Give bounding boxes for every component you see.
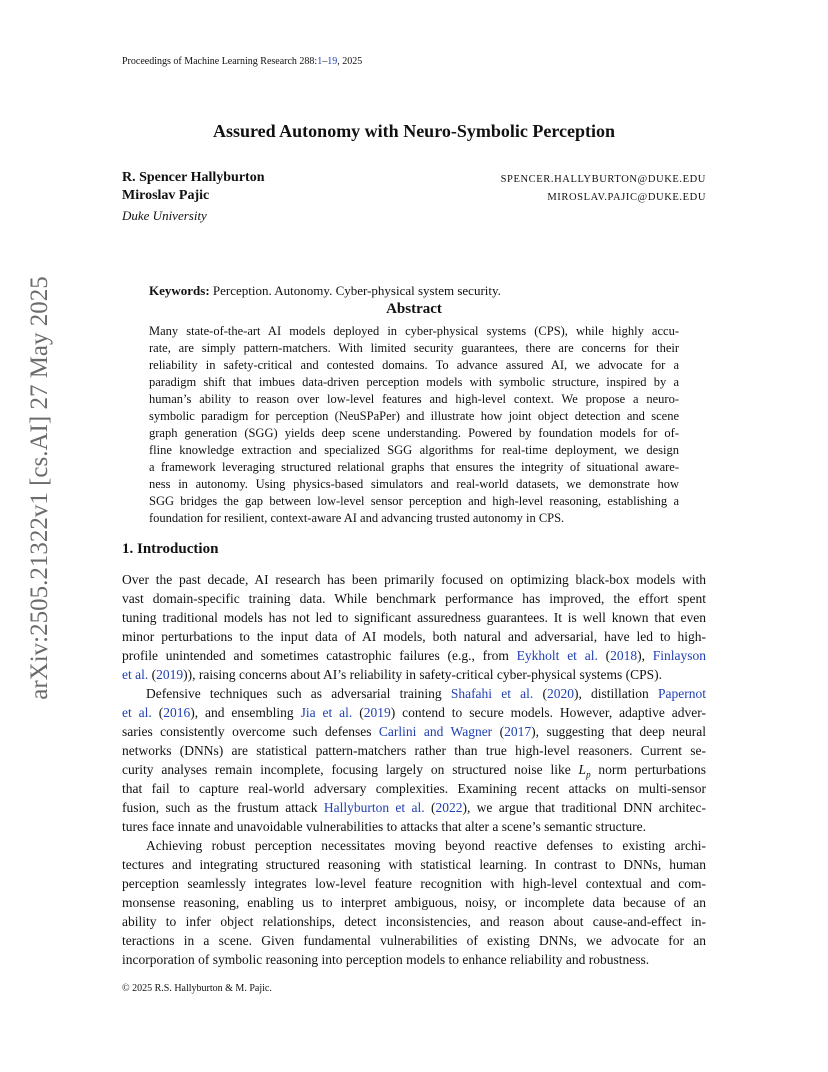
body-line: tures face innate and unavoidable vulnerabilities to attacks that alter a scene’s semantic structure. xyxy=(122,819,647,834)
arxiv-stamp: arXiv:2505.21322v1 [cs.AI] 27 May 2025 xyxy=(26,276,53,700)
author-email: SPENCER.HALLYBURTON@DUKE.EDU xyxy=(500,174,706,185)
text-run: Defensive techniques such as adversarial training xyxy=(146,686,451,701)
citation-year-link[interactable]: 2019 xyxy=(363,705,391,720)
body-line xyxy=(122,667,706,683)
citation-year-link[interactable]: 2019 xyxy=(156,667,184,682)
abstract-line: Many state-of-the-art AI models deployed in cyber-physical systems (CPS), while highly accu- xyxy=(149,324,679,338)
header-suffix: , 2025 xyxy=(337,56,363,67)
math-subscript: p xyxy=(586,769,591,780)
abstract-line: fline knowledge extraction and specialized SGG algorithms for real-time deployment, we design xyxy=(149,443,679,457)
body-line: monsense reasoning, enabling us to interpret ambiguous, noisy, or incomplete data because of an xyxy=(122,895,706,910)
text-run: )), raising concerns about AI’s reliability in safety-critical cyber-physical systems (CPS). xyxy=(183,667,662,682)
text-run: ( xyxy=(597,648,611,663)
author-email: MIROSLAV.PAJIC@DUKE.EDU xyxy=(547,192,706,203)
body-line: Achieving robust perception necessitates moving beyond reactive defenses to existing archi- xyxy=(146,838,706,853)
body-line xyxy=(122,648,706,664)
section-heading: 1. Introduction xyxy=(122,541,219,557)
body-line: tectures and integrating structured reasoning with statistical learning. In contrast to DNNs, human xyxy=(122,857,706,872)
author-name: R. Spencer Hallyburton xyxy=(122,170,265,185)
paper-title: Assured Autonomy with Neuro-Symbolic Perception xyxy=(212,121,615,141)
text-run: ( xyxy=(352,705,364,720)
citation-year-link[interactable]: 2017 xyxy=(504,724,532,739)
keywords-label: Keywords: xyxy=(149,283,210,298)
page-end-link[interactable]: 19 xyxy=(327,56,338,67)
abstract-line: SGG bridges the gap between low-level sensor perception and high-level reasoning, establishing a xyxy=(149,494,679,508)
text-run: ), we argue that traditional DNN architec- xyxy=(462,800,707,815)
body-line: teractions in a scene. Given fundamental vulnerabilities of existing DNNs, we advocate for an xyxy=(122,933,706,948)
text-run: ), distillation xyxy=(573,686,658,701)
abstract-line: reliability in safety-critical and contested domains. To advance assured AI, we advocate for a xyxy=(149,358,679,372)
text-run: ), suggesting that deep neural xyxy=(531,724,706,739)
abstract-line: human’s ability to reason over low-level features and high-level context. We propose a neuro- xyxy=(149,392,679,406)
body-line xyxy=(122,800,706,816)
body-line: perception seamlessly integrates low-level feature recognition with high-level contextual and com- xyxy=(122,876,706,891)
abstract-line: symbolic paradigm for perception (NeuSPaPer) and illustrate how joint object detection and scene xyxy=(149,409,679,423)
citation-link[interactable]: Papernot xyxy=(658,686,706,701)
citation-link[interactable]: Shafahi et al. xyxy=(450,686,534,701)
text-run: ( xyxy=(151,705,164,720)
citation-link[interactable]: Eykholt et al. xyxy=(516,648,598,663)
citation-year-link[interactable]: 2022 xyxy=(435,800,463,815)
abstract-line: foundation for resilient, context-aware AI and advancing trusted autonomy in CPS. xyxy=(149,511,565,525)
abstract-line: paradigm shift that imbues data-driven perception models with symbolic structure, inspired by a xyxy=(149,375,679,389)
body-line: ability to infer object relationships, detect inconsistencies, and reason about cause-and-effect in- xyxy=(122,914,706,929)
citation-year-link[interactable]: 2016 xyxy=(163,705,191,720)
text-run: ( xyxy=(148,667,157,682)
abstract-line: graph generation (SGG) yields deep scene understanding. Powered by foundation models for of- xyxy=(149,426,679,440)
header-dash: – xyxy=(322,56,328,67)
citation-link[interactable]: Finlayson xyxy=(652,648,706,663)
text-run: ), and ensembling xyxy=(190,705,301,720)
citation-year-link[interactable]: 2020 xyxy=(546,686,574,701)
citation-link[interactable]: Hallyburton et al. xyxy=(323,800,425,815)
citation-link[interactable]: Carlini and Wagner xyxy=(378,724,493,739)
text-run: norm perturbations xyxy=(590,762,706,777)
text-run: profile unintended and sometimes catastrophic failures (e.g., from xyxy=(122,648,517,663)
body-line: that fail to capture real-world adversary complexities. Examining recent attacks on multi-sensor xyxy=(122,781,706,796)
text-run: ), xyxy=(637,648,653,663)
citation-link[interactable]: et al. xyxy=(122,705,152,720)
keywords-text: Perception. Autonomy. Cyber-physical system security. xyxy=(209,283,501,298)
affiliation: Duke University xyxy=(122,208,207,223)
body-line: tuning traditional models has not led to significant assuredness guarantees. It is well known that even xyxy=(122,610,706,625)
body-line xyxy=(122,705,706,721)
citation-year-link[interactable]: 2018 xyxy=(610,648,638,663)
proceedings-header xyxy=(122,56,362,67)
author-name: Miroslav Pajic xyxy=(122,188,210,203)
body-line xyxy=(122,762,706,780)
keywords xyxy=(149,283,501,299)
citation-link[interactable]: et al. xyxy=(122,667,149,682)
abstract-line: a framework leveraging structured relational graphs that ensures the integrity of situational aware- xyxy=(149,460,679,474)
text-run: fusion, such as the frustum attack xyxy=(122,800,324,815)
abstract-line: rate, are simply pattern-matchers. With limited security guarantees, there are concerns for their xyxy=(149,341,679,355)
body-line: incorporation of symbolic reasoning into perception models to enhance reliability and robustness. xyxy=(122,952,650,967)
header-prefix: Proceedings of Machine Learning Research 288: xyxy=(122,56,318,67)
body-line xyxy=(122,686,706,702)
text-run: saries consistently overcome such defenses xyxy=(122,724,379,739)
text-run: ) contend to secure models. However, adaptive adver- xyxy=(390,705,706,720)
body-line: Over the past decade, AI research has been primarily focused on optimizing black-box models with xyxy=(122,572,706,587)
abstract-heading: Abstract xyxy=(386,301,442,317)
abstract-line: ness in autonomy. Using physics-based simulators and real-world datasets, we demonstrate how xyxy=(149,477,679,491)
citation-link[interactable]: Jia et al. xyxy=(300,705,353,720)
copyright-notice: © 2025 R.S. Hallyburton & M. Pajic. xyxy=(122,983,272,994)
body-line: minor perturbations to the input data of AI models, both natural and adversarial, have led to high- xyxy=(122,629,706,644)
body-line xyxy=(122,724,706,740)
body-line: vast domain-specific training data. While benchmark performance has improved, the effort spent xyxy=(122,591,706,606)
page-start-link[interactable]: 1 xyxy=(317,56,323,67)
math-symbol: L xyxy=(578,762,587,777)
text-run: ( xyxy=(492,724,505,739)
body-line: networks (DNNs) are statistical pattern-matchers rather than true high-level reasoners. Current se- xyxy=(122,743,706,758)
text-run: ( xyxy=(424,800,436,815)
text-run: ( xyxy=(533,686,547,701)
text-run: curity analyses remain incomplete, focusing largely on structured noise like xyxy=(122,762,579,777)
